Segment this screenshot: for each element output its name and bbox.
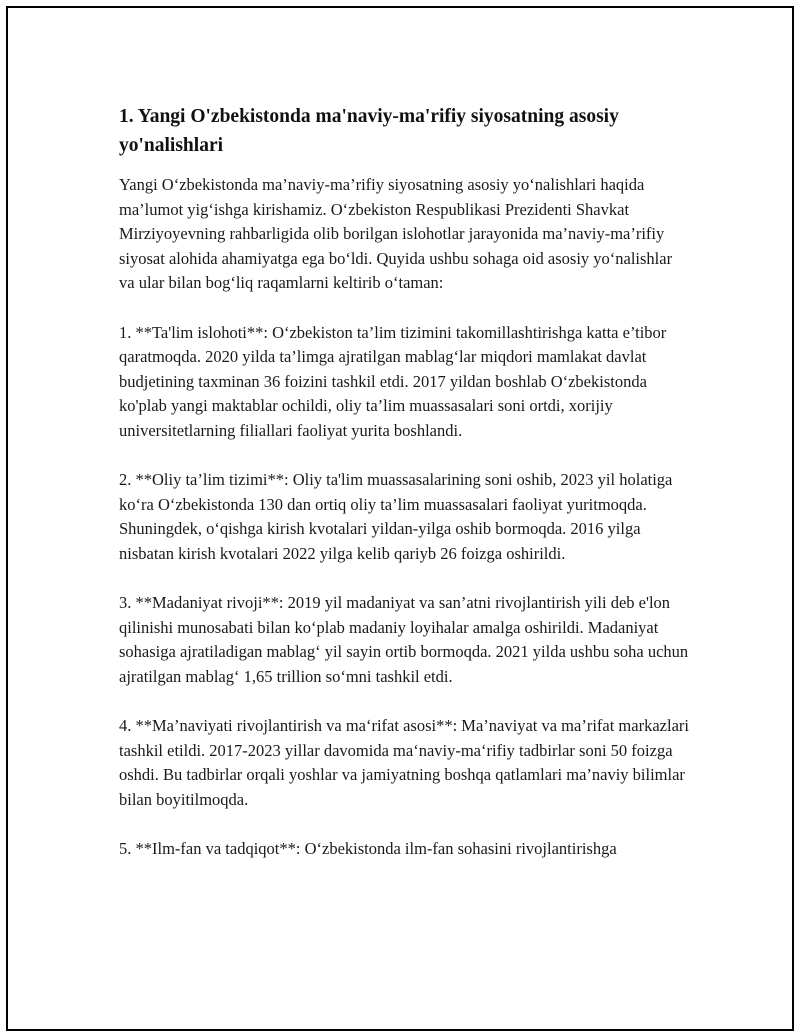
document-body xyxy=(119,102,689,886)
list-item-higher-education: 2. **Oliy ta’lim tizimi**: Oliy ta'lim muassasalarining soni oshib, 2023 yil holatiga ko‘ra O‘zbekistonda 130 dan ortiq oliy ta’lim muassasalari faoliyat yuritmoqda. Shuningdek, o‘qishga kirish kvotalari yildan-yilga oshib bormoqda. 2016 yilga nisbatan kirish kvotalari 2022 yilga kelib qariyb 26 foizga oshirildi. xyxy=(119,470,673,563)
list-item-culture-development: 3. **Madaniyat rivoji**: 2019 yil madaniyat va san’atni rivojlantirish yili deb e'lon qilinishi munosabati bilan ko‘plab madaniy loyihalar amalga oshirildi. Madaniyat sohasiga ajratiladigan mablag‘ yil sayin ortib bormoqda. 2021 yilda ushbu soha uchun ajratilgan mablag‘ 1,65 trillion so‘mni tashkil etdi. xyxy=(119,593,689,686)
list-item-education-reform: 1. **Ta'lim islohoti**: O‘zbekiston ta’lim tizimini takomillashtirishga katta e’tibor qaratmoqda. 2020 yilda ta’limga ajratilgan mablag‘lar miqdori mamlakat davlat budjetining taxminan 36 foizini tashkil etdi. 2017 yildan boshlab O‘zbekistonda ko'plab yangi maktablar ochildi, oliy ta’lim muassasalari soni ortdi, xorijiy universitetlarning filiallari faoliyat yurita boshlandi. xyxy=(119,322,667,440)
list-item-science-research: 5. **Ilm-fan va tadqiqot**: O‘zbekistonda ilm-fan sohasini rivojlantirishga xyxy=(119,839,617,859)
list-item-spirituality: 4. **Ma’naviyati rivojlantirish va ma‘rifat asosi**: Ma’naviyat va ma’rifat markazlari tashkil etildi. 2017-2023 yillar davomida ma‘naviy-ma‘rifiy tadbirlar soni 50 foizga oshdi. Bu tadbirlar orqali yoshlar va jamiyatning boshqa qatlamlari ma’naviy bilimlar bilan boyitilmoqda. xyxy=(119,716,689,809)
intro-paragraph: Yangi O‘zbekistonda ma’naviy-ma’rifiy siyosatning asosiy yo‘nalishlari haqida ma’lumot yig‘ishga kirishamiz. O‘zbekiston Respublikasi Prezidenti Shavkat Mirziyoyevning rahbarligida olib borilgan islohotlar jarayonida ma’naviy-ma’rifiy siyosat alohida ahamiyatga ega bo‘ldi. Quyida ushbu sohaga oid asosiy yo‘nalishlar va ular bilan bog‘liq raqamlarni keltirib o‘taman: xyxy=(119,175,673,293)
document-page xyxy=(6,6,794,1031)
document-title: 1. Yangi O'zbekistonda ma'naviy-ma'rifiy siyosatning asosiy yo'nalishlari xyxy=(119,106,619,156)
